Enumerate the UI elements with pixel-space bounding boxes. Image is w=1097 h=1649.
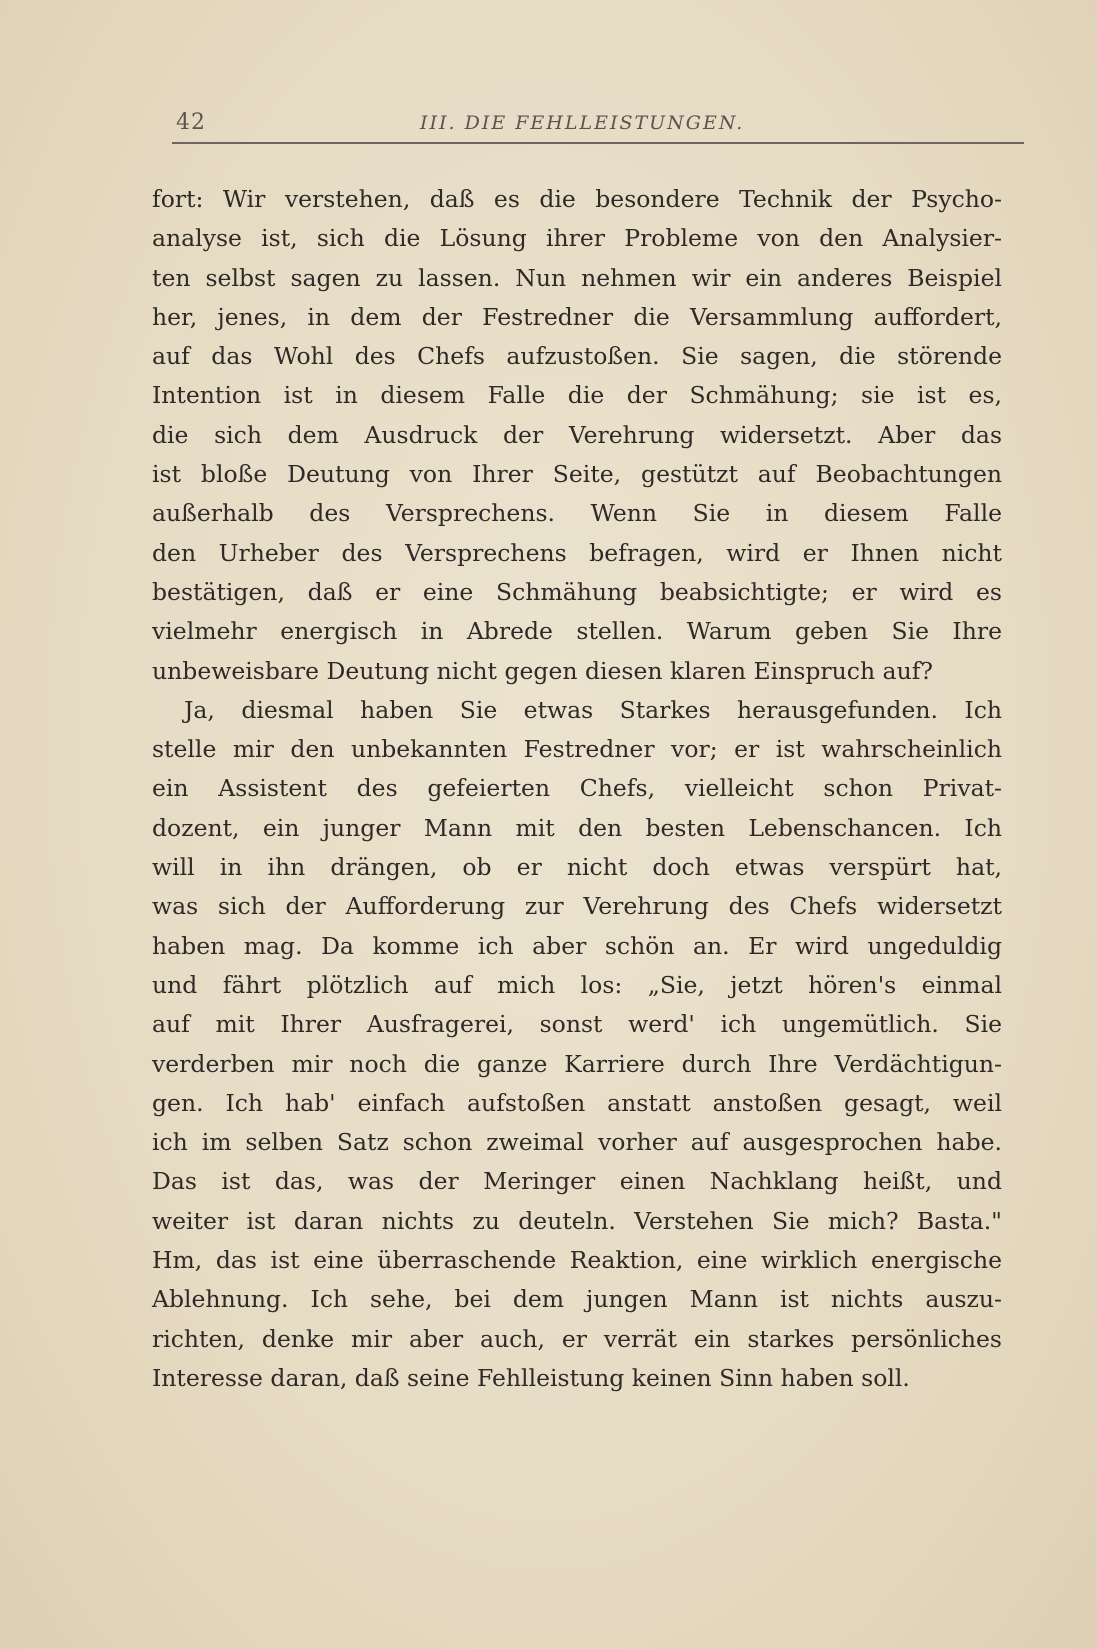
text-line: was sich der Aufforderung zur Verehrung des Chefs widersetzt <box>152 892 1002 921</box>
text-line: weiter ist daran nichts zu deuteln. Verstehen Sie mich? Basta." <box>152 1206 1002 1235</box>
text-line: Ja, diesmal haben Sie etwas Starkes herausgefunden. Ich <box>184 695 1002 724</box>
text-line: Das ist das, was der Meringer einen Nachklang heißt, und <box>152 1167 1002 1196</box>
text-line: analyse ist, sich die Lösung ihrer Probleme von den Analysier- <box>152 224 1002 253</box>
text-line: den Urheber des Versprechens befragen, wird er Ihnen nicht <box>152 538 1002 567</box>
text-line: gen. Ich hab' einfach aufstoßen anstatt anstoßen gesagt, weil <box>152 1088 1002 1117</box>
text-line: verderben mir noch die ganze Karriere durch Ihre Verdächtigun- <box>152 1049 1002 1078</box>
text-line: auf mit Ihrer Ausfragerei, sonst werd' ich ungemütlich. Sie <box>152 1010 1002 1039</box>
text-line: Hm, das ist eine überraschende Reaktion, eine wirklich energische <box>152 1246 1002 1275</box>
text-line: und fährt plötzlich auf mich los: „Sie, jetzt hören's einmal <box>152 970 1002 999</box>
text-line: Interesse daran, daß seine Fehlleistung keinen Sinn haben soll. <box>152 1363 910 1392</box>
page-number: 42 <box>176 110 206 135</box>
running-head: III. DIE FEHLLEISTUNGEN. <box>420 112 745 134</box>
text-line: ist bloße Deutung von Ihrer Seite, gestützt auf Beobachtungen <box>152 460 1002 489</box>
text-line: will in ihn drängen, ob er nicht doch etwas verspürt hat, <box>152 853 1002 882</box>
text-line: her, jenes, in dem der Festredner die Versammlung auffordert, <box>152 302 1002 331</box>
text-line: fort: Wir verstehen, daß es die besondere Technik der Psycho- <box>152 185 1002 213</box>
text-line: dozent, ein junger Mann mit den besten Lebenschancen. Ich <box>152 813 1002 842</box>
header-rule <box>172 142 1024 144</box>
text-line: haben mag. Da komme ich aber schön an. Er wird ungeduldig <box>152 931 1002 960</box>
text-line: die sich dem Ausdruck der Verehrung widersetzt. Aber das <box>152 420 1002 449</box>
body-text <box>152 180 1002 1398</box>
text-line: auf das Wohl des Chefs aufzustoßen. Sie sagen, die störende <box>152 342 1002 371</box>
text-line: unbeweisbare Deutung nicht gegen diesen klaren Einspruch auf? <box>152 656 933 685</box>
text-line: Intention ist in diesem Falle die der Schmähung; sie ist es, <box>152 381 1002 410</box>
text-line: bestätigen, daß er eine Schmähung beabsichtigte; er wird es <box>152 577 1002 606</box>
text-line: stelle mir den unbekannten Festredner vor; er ist wahrscheinlich <box>152 735 1002 764</box>
text-line: richten, denke mir aber auch, er verrät ein starkes persönliches <box>152 1324 1002 1353</box>
page-header <box>176 110 1026 144</box>
text-line: außerhalb des Versprechens. Wenn Sie in diesem Falle <box>152 499 1002 528</box>
text-line: ich im selben Satz schon zweimal vorher auf ausgesprochen habe. <box>152 1128 1002 1157</box>
text-line: ten selbst sagen zu lassen. Nun nehmen wir ein anderes Beispiel <box>152 263 1002 292</box>
text-line: ein Assistent des gefeierten Chefs, vielleicht schon Privat- <box>152 774 1002 803</box>
text-line: Ablehnung. Ich sehe, bei dem jungen Mann ist nichts auszu- <box>152 1285 1002 1314</box>
text-line: vielmehr energisch in Abrede stellen. Warum geben Sie Ihre <box>152 617 1002 646</box>
